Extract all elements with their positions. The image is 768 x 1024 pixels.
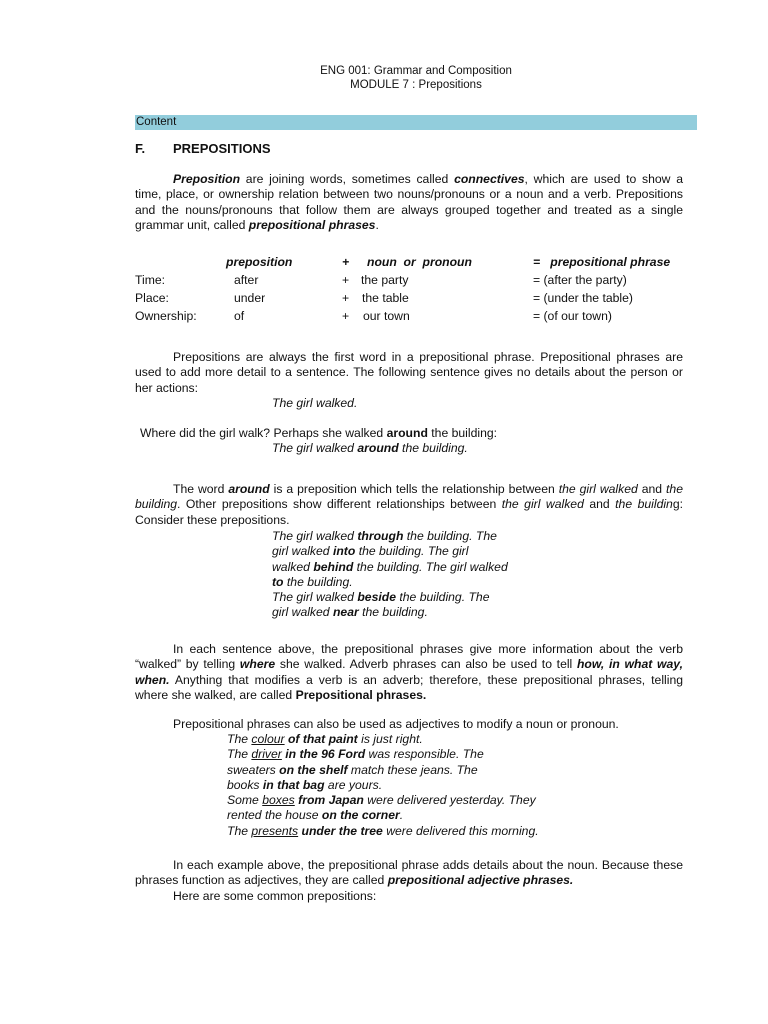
intro-text: are joining words, sometimes called bbox=[240, 172, 455, 186]
keyword-around: around bbox=[386, 426, 428, 440]
content-section-bar: Content bbox=[135, 115, 697, 130]
paragraph-text: is a preposition which tells the relationship between bbox=[269, 482, 559, 496]
example-line: to the building. bbox=[272, 574, 353, 589]
paragraph-text: Anything that modifies a verb is an adverb; therefore, these prepositional phrases, telling where she walked, are called bbox=[135, 672, 683, 702]
question-text: the building: bbox=[427, 426, 498, 440]
example-text: the building. bbox=[398, 441, 468, 455]
row-noun: the party bbox=[361, 273, 409, 287]
row-label: Ownership: bbox=[135, 309, 197, 323]
row-result: = (under the table) bbox=[533, 291, 633, 305]
term-prepositional-phrases: prepositional phrases bbox=[248, 217, 376, 232]
example-line: Some boxes from Japan were delivered yesterday. They bbox=[227, 793, 536, 808]
example-keyword: around bbox=[357, 441, 399, 455]
row-label: Time: bbox=[135, 273, 166, 287]
row-noun: our town bbox=[363, 309, 410, 323]
col-preposition: preposition bbox=[226, 255, 293, 269]
paragraph-text: In each example above, the prepositional phrase adds details about the noun. Because these phrases function as adjectives, they are called bbox=[135, 858, 683, 888]
where-question bbox=[140, 426, 497, 441]
row-noun: the table bbox=[362, 291, 409, 305]
example-line: The driver in the 96 Ford was responsible. The bbox=[227, 747, 484, 762]
example-line: walked behind the building. The girl walked bbox=[272, 559, 508, 574]
example-line: The girl walked through the building. The bbox=[272, 529, 497, 543]
row-plus: + bbox=[342, 309, 350, 323]
italic-phrase: the buildin bbox=[615, 497, 673, 512]
paragraph-text: g: Consider these prepositions. bbox=[135, 497, 684, 527]
paragraph-text: Prepositional phrases can also be used as adjectives to modify a noun or pronoun. bbox=[173, 717, 619, 731]
paragraph-text: Prepositions are always the first word in a prepositional phrase. Prepositional phrases are used to add more detail to a sentence. The following sentence gives no details about the person or her actions: bbox=[135, 350, 683, 395]
paragraph-text: she walked. Adverb phrases can also be used to tell bbox=[275, 657, 577, 672]
example-line: girl walked near the building. bbox=[272, 605, 428, 620]
section-title: PREPOSITIONS bbox=[173, 141, 271, 156]
paragraph-text: . Other prepositions show different relationships between bbox=[177, 497, 502, 512]
paragraph-text: In each sentence above, the prepositional phrases give more information about the verb “walked” by telling bbox=[135, 642, 683, 672]
preposition-table bbox=[135, 255, 695, 327]
row-plus: + bbox=[342, 273, 350, 287]
example-girl-walked: The girl walked. bbox=[272, 396, 358, 410]
examples-adjective-phrases bbox=[227, 732, 547, 839]
example-around bbox=[272, 441, 468, 456]
paragraph-word-around bbox=[135, 482, 683, 528]
italic-phrase: the girl walked bbox=[501, 497, 584, 512]
intro-paragraph bbox=[135, 172, 683, 233]
keyword-where: where bbox=[239, 657, 276, 672]
col-noun-pronoun: noun or pronoun bbox=[367, 255, 472, 269]
example-text: The girl walked bbox=[272, 441, 358, 455]
example-line: rented the house on the corner. bbox=[227, 808, 404, 823]
row-plus: + bbox=[342, 291, 350, 305]
paragraph-text: Here are some common prepositions: bbox=[173, 889, 377, 903]
row-result: = (of our town) bbox=[533, 309, 612, 323]
row-prep: after bbox=[234, 273, 259, 287]
module-title: MODULE 7 : Prepositions bbox=[350, 79, 482, 91]
section-letter: F. bbox=[135, 141, 146, 156]
italic-phrase: the girl walked bbox=[558, 482, 638, 496]
italic-phrase: the building bbox=[135, 482, 683, 512]
col-plus: + bbox=[342, 255, 350, 269]
paragraph-adverb-phrases bbox=[135, 642, 683, 703]
examples-girl-walked bbox=[272, 529, 522, 621]
row-prep: of bbox=[234, 309, 245, 323]
course-title: ENG 001: Grammar and Composition bbox=[320, 65, 512, 77]
table-row bbox=[135, 273, 695, 291]
keyword-prepositional-phrases: Prepositional phrases. bbox=[295, 687, 427, 702]
paragraph-text: The word bbox=[173, 482, 229, 496]
table-row bbox=[135, 291, 695, 309]
table-header-row bbox=[135, 255, 695, 273]
intro-text: , which are used to show a time, place, or ownership relation between two nouns/pronouns or a noun and a verb. Prepositions and the nouns/pronouns that follow them are always grouped together and treated as a single grammar unit, called bbox=[135, 172, 683, 232]
example-line: The girl walked beside the building. The bbox=[272, 590, 490, 605]
paragraph-text: and bbox=[583, 497, 616, 512]
row-prep: under bbox=[234, 291, 266, 305]
example-line: sweaters on the shelf match these jeans. The bbox=[227, 762, 478, 777]
keyword-prepositional-adjective-phrases: prepositional adjective phrases. bbox=[387, 873, 574, 888]
table-row bbox=[135, 309, 695, 327]
keyword-around: around bbox=[228, 482, 270, 496]
example-line: books in that bag are yours. bbox=[227, 777, 383, 792]
keyword-how: how, in what way, when. bbox=[135, 657, 683, 687]
question-text: Where did the girl walk? Perhaps she walked bbox=[140, 426, 387, 440]
col-result: = prepositional phrase bbox=[533, 255, 671, 269]
row-label: Place: bbox=[135, 291, 169, 305]
intro-text: . bbox=[375, 217, 379, 232]
example-line: girl walked into the building. The girl bbox=[272, 544, 469, 559]
term-connectives: connectives bbox=[454, 172, 525, 186]
example-line: The colour of that paint is just right. bbox=[227, 732, 423, 746]
paragraph-adjectives bbox=[135, 717, 683, 732]
paragraph-text: and bbox=[637, 482, 667, 496]
paragraph-prepositions-first bbox=[135, 350, 683, 396]
term-preposition: Preposition bbox=[173, 172, 241, 186]
paragraph-adjective-phrases bbox=[135, 858, 683, 889]
example-line: The presents under the tree were delivered this morning. bbox=[227, 823, 539, 838]
paragraph-common-prepositions bbox=[135, 889, 683, 904]
row-result: = (after the party) bbox=[533, 273, 627, 287]
